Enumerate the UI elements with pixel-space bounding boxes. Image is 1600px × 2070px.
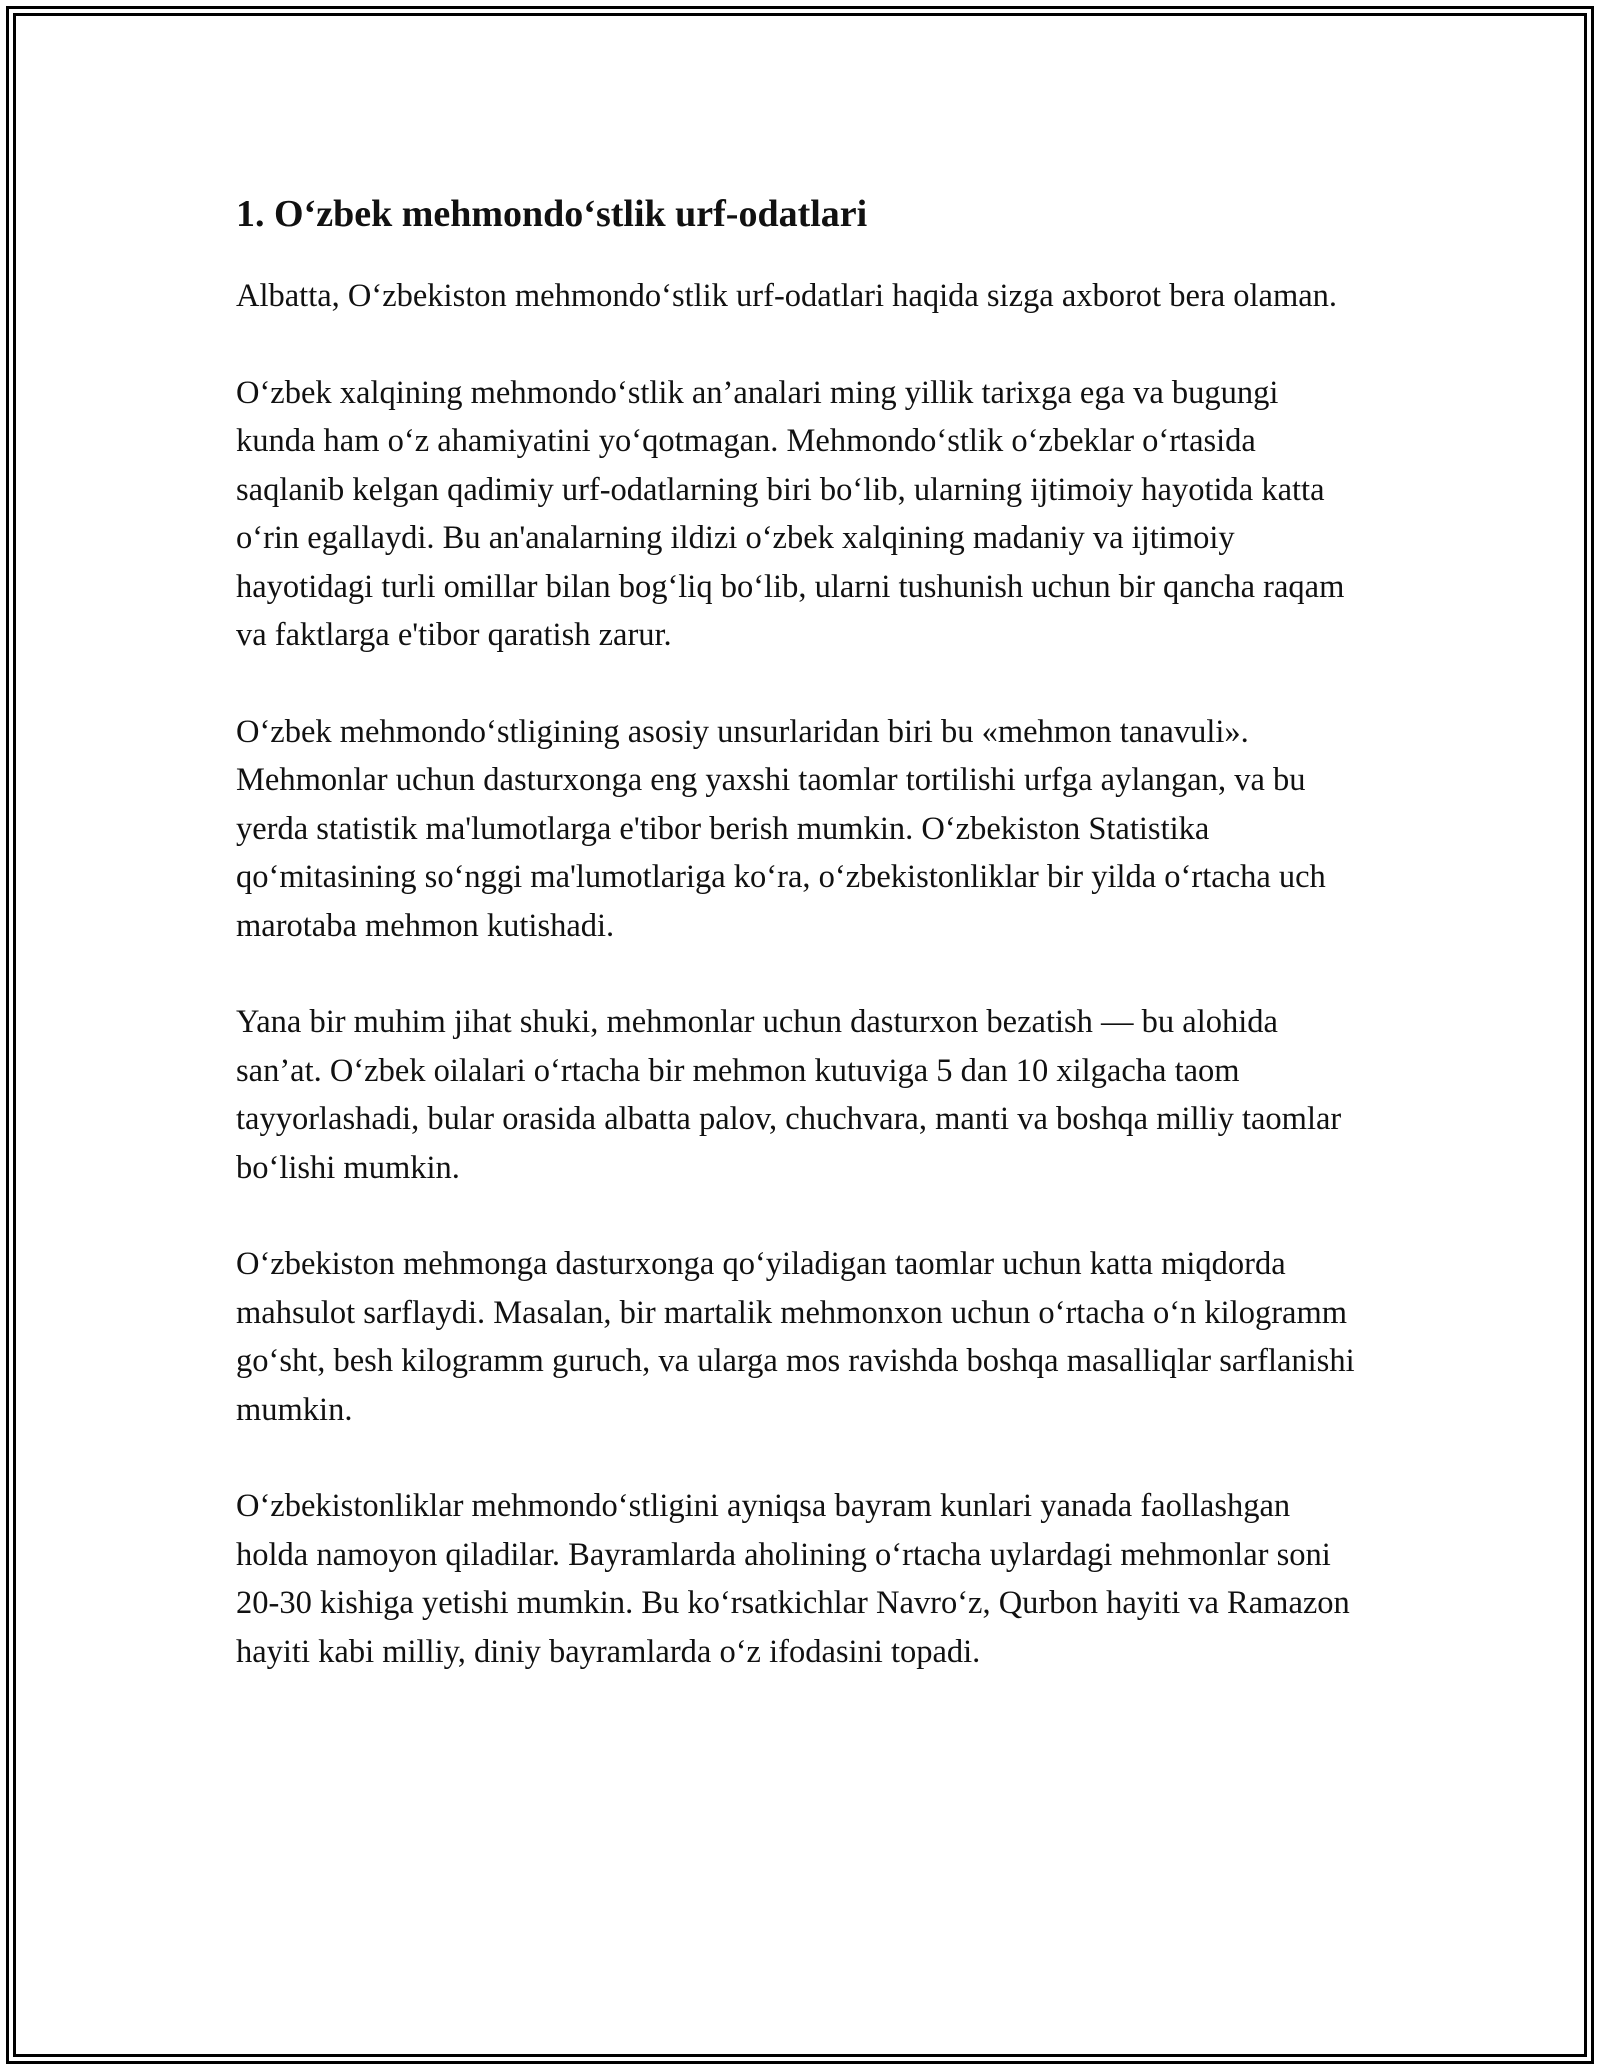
paragraph-guest-treat: O‘zbek mehmondo‘stligining asosiy unsurlaridan biri bu «mehmon tanavuli». Mehmonlar uchun dasturxonga eng yaxshi taomlar tortilishi urfga aylangan, va bu yerda statistik ma'lumotlarga e'tibor berish mumkin. O‘zbekiston Statistika qo‘mitasining so‘nggi ma'lumotlariga ko‘ra, o‘zbekistonliklar bir yilda o‘rtacha uch marotaba mehmon kutishadi. bbox=[236, 713, 1326, 944]
document-title: 1. O‘zbek mehmondo‘stlik urf-odatlari bbox=[236, 193, 868, 235]
paragraph-holidays: O‘zbekistonliklar mehmondo‘stligini ayniqsa bayram kunlari yanada faollashgan holda namoyon qiladilar. Bayramlarda aholining o‘rtacha uylardagi mehmonlar soni 20-30 kishiga yetishi mumkin. Bu ko‘rsatkichlar Navro‘z, Qurbon hayiti va Ramazon hayiti kabi milliy, diniy bayramlarda o‘z ifodasini topadi. bbox=[236, 1488, 1350, 1670]
paragraph-traditions-history: O‘zbek xalqining mehmondo‘stlik an’analari ming yillik tarixga ega va bugungi kunda ham o‘z ahamiyatini yo‘qotmagan. Mehmondo‘stlik o‘zbeklar o‘rtasida saqlanib kelgan qadimiy urf-odatlarning biri bo‘lib, ularning ijtimoiy hayotida katta o‘rin egallaydi. Bu an'analarning ildizi o‘zbek xalqining madaniy va ijtimoiy hayotidagi turli omillar bilan bog‘liq bo‘lib, ularni tushunish uchun bir qancha raqam va faktlarga e'tibor qaratish zarur. bbox=[236, 374, 1345, 653]
paragraph-food-consumption: O‘zbekiston mehmonga dasturxonga qo‘yiladigan taomlar uchun katta miqdorda mahsulot sarflaydi. Masalan, bir martalik mehmonxon uchun o‘rtacha o‘n kilogramm go‘sht, besh kilogramm guruch, va ularga mos ravishda boshqa masalliqlar sarflanishi mumkin. bbox=[236, 1246, 1355, 1428]
paragraph-table-setting: Yana bir muhim jihat shuki, mehmonlar uchun dasturxon bezatish — bu alohida san’at. O‘zbek oilalari o‘rtacha bir mehmon kutuviga 5 dan 10 xilgacha taom tayyorlashadi, bular orasida albatta palov, chuchvara, manti va boshqa milliy taomlar bo‘lishi mumkin. bbox=[236, 1004, 1342, 1186]
paragraph-intro: Albatta, O‘zbekiston mehmondo‘stlik urf-odatlari haqida sizga axborot bera olaman. bbox=[236, 278, 1338, 314]
document-body bbox=[236, 188, 1364, 1724]
